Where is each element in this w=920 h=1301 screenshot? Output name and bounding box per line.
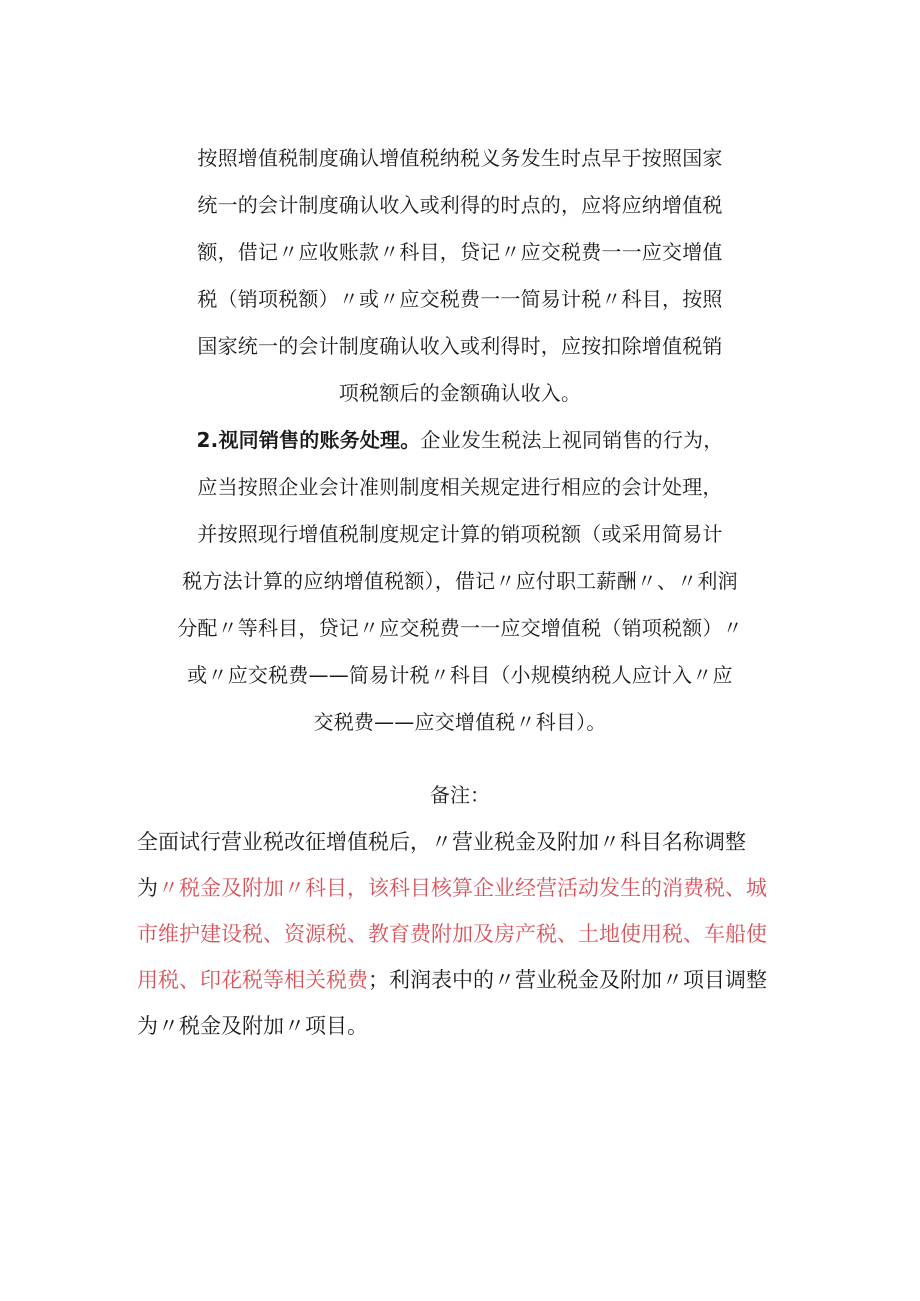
text-line: 或〃应交税费——简易计税〃科目（小规模纳税人应计入〃应 <box>187 663 733 687</box>
text-span: ；利润表中的〃营业税金及附加〃项目调整 <box>368 968 767 992</box>
text-line: 按照增值税制度确认增值税纳税义务发生时点早于按照国家 <box>197 146 723 170</box>
text-span: 企业发生税法上视同销售的行为， <box>420 428 724 452</box>
highlight-text: 用税、印花税等相关税费 <box>137 968 368 992</box>
text-line: 应当按照企业会计准则制度相关规定进行相应的会计处理， <box>197 475 723 499</box>
text-line: 项税额后的金额确认收入。 <box>338 381 582 405</box>
section-heading: 2.视同销售的账务处理。 <box>196 428 421 452</box>
text-line: 国家统一的会计制度确认收入或利得时，应按扣除增值税销 <box>197 334 723 358</box>
text-line: 税方法计算的应纳增值税额），借记〃应付职工薪酬〃、〃利润 <box>182 569 738 593</box>
notes-line <box>137 875 797 901</box>
text-line: 并按照现行增值税制度规定计算的销项税额（或采用简易计 <box>197 522 723 546</box>
text-line: 交税费——应交增值税〃科目）。 <box>313 710 607 734</box>
notes-line: 为〃税金及附加〃项目。 <box>137 1014 368 1038</box>
highlight-line: 市维护建设税、资源税、教育费附加及房产税、土地使用税、车船使 <box>137 922 767 946</box>
paragraph-deemed-sales-first-line <box>130 428 790 452</box>
notes-line <box>137 967 797 993</box>
text-line: 统一的会计制度确认收入或利得的时点的，应将应纳增值税 <box>197 193 723 217</box>
notes-title: 备注： <box>430 783 490 807</box>
notes-paragraph <box>137 829 797 1059</box>
highlight-text: 〃税金及附加〃科目，该科目核算企业经营活动发生的消费税、城 <box>158 876 767 900</box>
text-span: 为 <box>137 876 158 900</box>
paragraph-vat-timing <box>130 146 790 757</box>
text-line: 税（销项税额）〃或〃应交税费一一简易计税〃科目，按照 <box>197 287 723 311</box>
notes-line: 全面试行营业税改征增值税后，〃营业税金及附加〃科目名称调整 <box>137 830 746 854</box>
text-line: 分配〃等科目，贷记〃应交税费一一应交增值税（销项税额）〃 <box>177 616 743 640</box>
text-line: 额，借记〃应收账款〃科目，贷记〃应交税费一一应交增值 <box>197 240 723 264</box>
